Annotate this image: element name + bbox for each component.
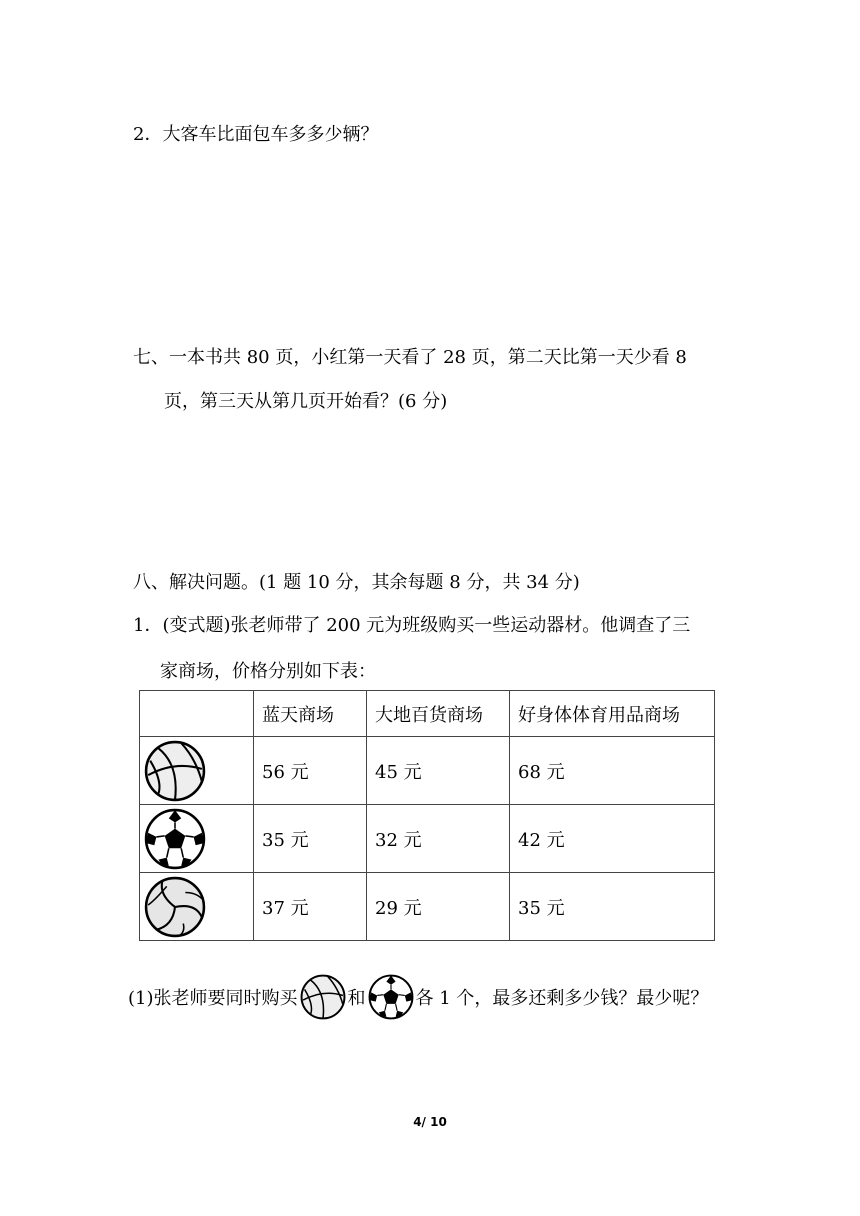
- table-row: [140, 873, 715, 941]
- price-table: [139, 690, 715, 941]
- question-2: 2．大客车比面包车多多少辆？: [133, 124, 379, 145]
- soccer-ball-icon: [140, 805, 254, 873]
- sub-question-text: 和: [347, 988, 366, 1009]
- price-cell: 45 元: [367, 737, 510, 805]
- basketball-icon: [140, 737, 254, 805]
- table-header-cell: [140, 691, 254, 737]
- question-7-line-2: 页，第三天从第几页开始看？(6 分): [164, 391, 448, 412]
- table-row: [140, 805, 715, 873]
- basketball-icon: [300, 974, 346, 1020]
- section-8-title: 八、解决问题。(1 题 10 分，其余每题 8 分，共 34 分): [133, 572, 580, 593]
- question-8-1-line-2: 家商场，价格分别如下表：: [160, 661, 376, 682]
- price-cell: 32 元: [367, 805, 510, 873]
- price-cell: 35 元: [510, 873, 715, 941]
- question-7-line-1: 七、一本书共 80 页，小红第一天看了 28 页，第二天比第一天少看 8: [133, 347, 687, 368]
- page-number: 4/ 10: [413, 1115, 447, 1129]
- sub-question-text: 各 1 个，最多还剩多少钱？最少呢？: [415, 988, 709, 1009]
- table-row: [140, 737, 715, 805]
- table-header-row: [140, 691, 715, 737]
- price-cell: 56 元: [254, 737, 367, 805]
- sub-question-text: (1)张老师要同时购买: [128, 988, 298, 1009]
- table-header-cell: 大地百货商场: [367, 691, 510, 737]
- soccer-ball-icon: [368, 974, 414, 1020]
- price-cell: 29 元: [367, 873, 510, 941]
- table-header-cell: 蓝天商场: [254, 691, 367, 737]
- volleyball-icon: [140, 873, 254, 941]
- price-cell: 37 元: [254, 873, 367, 941]
- table-header-cell: 好身体体育用品商场: [510, 691, 715, 737]
- price-cell: 35 元: [254, 805, 367, 873]
- price-cell: 42 元: [510, 805, 715, 873]
- question-8-1-line-1: 1．(变式题)张老师带了 200 元为班级购买一些运动器材。他调查了三: [133, 615, 691, 636]
- price-cell: 68 元: [510, 737, 715, 805]
- question-8-1-sub-1: [128, 974, 708, 1020]
